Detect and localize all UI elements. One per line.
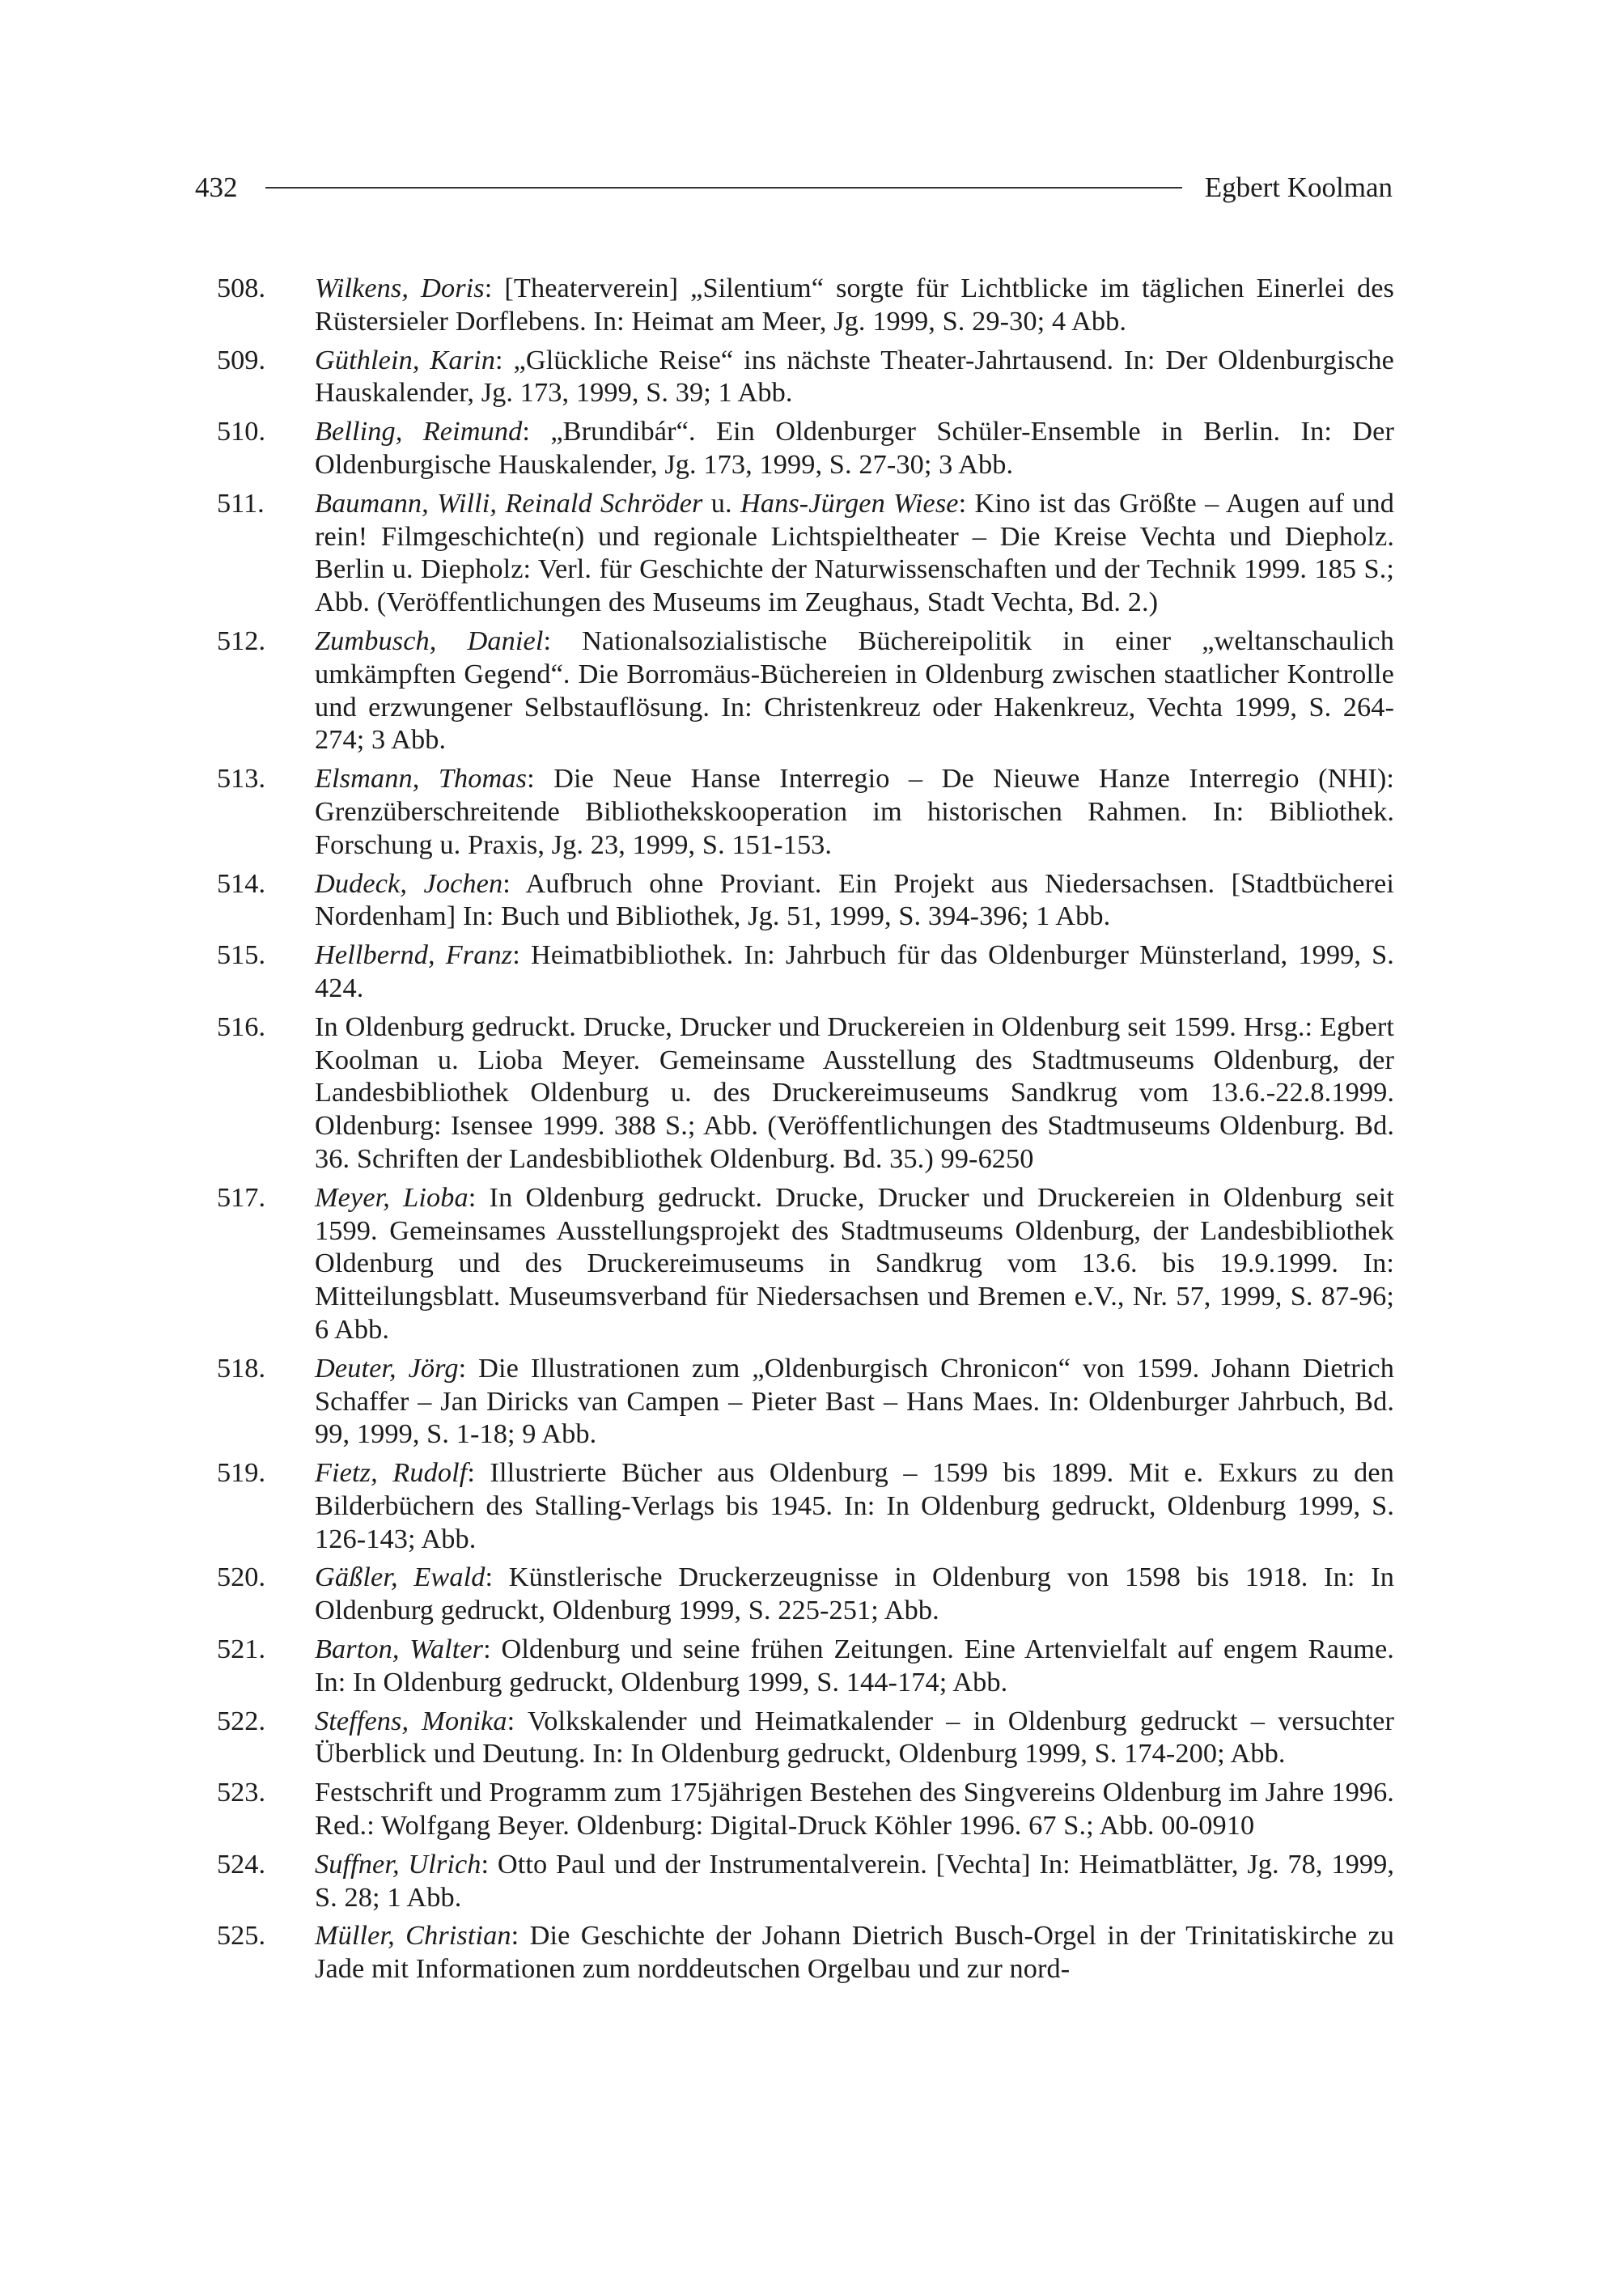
entry-text: Festschrift und Programm zum 175jährigen Bestehen des Singvereins Oldenburg im Jahre 1996. Red.: Wolfgang Beyer. Oldenburg: Digital-Druck Köhler 1996. 67 S.; Abb. 00-0910	[315, 1777, 1394, 1842]
bibliography-entry	[217, 867, 1394, 934]
entry-text: : Otto Paul und der Instrumentalverein. [Vechta] In: Heimatblätter, Jg. 78, 1999, S. 28; 1 Abb.	[315, 1848, 1394, 1913]
entry-text: : Die Neue Hanse Interregio – De Nieuwe Hanze Interregio (NHI): Grenzüberschreitende Bibliothekskooperation im historischen Rahmen. In: Bibliothek. Forschung u. Praxis, Jg. 23, 1999, S. 151-153.	[315, 763, 1395, 860]
entry-author: Müller, Christian	[315, 1920, 511, 1952]
entry-body	[315, 487, 1394, 619]
entry-number: 510.	[217, 416, 266, 447]
running-head-author: Egbert Koolman	[1204, 172, 1393, 203]
entry-number: 509.	[217, 344, 266, 375]
entry-author: Gäßler, Ewald	[315, 1562, 486, 1593]
bibliography-list	[217, 272, 1394, 1986]
bibliography-entry	[217, 762, 1394, 861]
running-head	[195, 163, 1393, 212]
entry-number: 511.	[217, 487, 265, 519]
entry-text: : Heimatbibliothek. In: Jahrbuch für das Oldenburger Münsterland, 1999, S. 424.	[315, 939, 1394, 1003]
entry-body	[315, 415, 1394, 481]
entry-body	[315, 762, 1394, 861]
entry-body	[315, 1352, 1394, 1451]
entry-number: 525.	[217, 1920, 266, 1952]
bibliography-entry	[217, 415, 1394, 481]
entry-number: 523.	[217, 1777, 266, 1808]
entry-body	[315, 939, 1394, 1005]
entry-author: Zumbusch, Daniel	[315, 625, 544, 656]
entry-number: 519.	[217, 1457, 266, 1489]
entry-author: Suffner, Ulrich	[315, 1848, 481, 1880]
entry-body	[315, 272, 1394, 338]
page-number: 432	[195, 172, 238, 203]
entry-number: 517.	[217, 1181, 266, 1213]
entry-text: : Kino ist das Größte – Augen auf und rein! Filmgeschichte(n) und regionale Lichtspieltheater – Die Kreise Vechta und Diepholz. Berlin u. Diepholz: Verl. für Geschichte der Naturwissenschaften und der Technik 1999. 185 S.; Abb. (Veröffentlichungen des Museums im Zeughaus, Stadt Vechta, Bd. 2.)	[315, 487, 1394, 618]
entry-text: : Volkskalender und Heimatkalender – in Oldenburg gedruckt – versuchter Überblick und Deutung. In: In Oldenburg gedruckt, Oldenburg 1999, S. 174-200; Abb.	[315, 1705, 1394, 1770]
bibliography-entry	[217, 939, 1394, 1005]
entry-author: Baumann, Willi, Reinald Schröder	[315, 487, 703, 519]
entry-text: : Aufbruch ohne Proviant. Ein Projekt aus Niedersachsen. [Stadtbücherei Nordenham] In: Buch und Bibliothek, Jg. 51, 1999, S. 394-396; 1 Abb.	[315, 867, 1394, 932]
entry-author: Meyer, Lioba	[315, 1181, 469, 1213]
bibliography-entry	[217, 1633, 1394, 1699]
bibliography-entry	[217, 1181, 1394, 1346]
entry-number: 515.	[217, 939, 266, 971]
entry-text: : [Theaterverein] „Silentium“ sorgte für Lichtblicke im täglichen Einerlei des Rüstersieler Dorflebens. In: Heimat am Meer, Jg. 1999, S. 29-30; 4 Abb.	[315, 273, 1394, 337]
entry-number: 520.	[217, 1562, 266, 1593]
entry-body	[315, 1919, 1394, 1986]
entry-body	[315, 625, 1394, 757]
entry-body	[315, 344, 1394, 410]
entry-body	[315, 1633, 1394, 1699]
entry-author: Wilkens, Doris	[315, 273, 485, 303]
entry-text: : Oldenburg und seine frühen Zeitungen. Eine Artenvielfalt auf engem Raume. In: In Oldenburg gedruckt, Oldenburg 1999, S. 144-174; Abb.	[315, 1634, 1394, 1697]
entry-body	[315, 1456, 1394, 1555]
bibliography-entry	[217, 487, 1394, 619]
entry-number: 513.	[217, 763, 266, 795]
entry-body	[315, 1561, 1394, 1627]
bibliography-entry	[217, 1776, 1394, 1842]
entry-author: Belling, Reimund	[315, 416, 523, 447]
entry-author: Steffens, Monika	[315, 1705, 507, 1736]
bibliography-entry	[217, 1848, 1394, 1914]
bibliography-entry	[217, 1011, 1394, 1176]
entry-number: 521.	[217, 1634, 266, 1665]
entry-number: 508.	[217, 273, 266, 303]
entry-text: : Künstlerische Druckerzeugnisse in Oldenburg von 1598 bis 1918. In: In Oldenburg gedruckt, Oldenburg 1999, S. 225-251; Abb.	[315, 1562, 1394, 1626]
entry-text: : „Brundibár“. Ein Oldenburger Schüler-Ensemble in Berlin. In: Der Oldenburgische Hauskalender, Jg. 173, 1999, S. 27-30; 3 Abb.	[315, 416, 1394, 480]
bibliography-entry	[217, 1456, 1394, 1555]
entry-text: : Nationalsozialistische Büchereipolitik in einer „weltanschaulich umkämpften Gegend“. Die Borromäus-Büchereien in Oldenburg zwischen staatlicher Kontrolle und erzwungener Selbstauflösung. In: Christenkreuz oder Hakenkreuz, Vechta 1999, S. 264-274; 3 Abb.	[315, 625, 1394, 756]
entry-body	[315, 1705, 1394, 1771]
entry-author-join: u.	[702, 487, 740, 519]
entry-text: : Die Geschichte der Johann Dietrich Busch-Orgel in der Trinitatiskirche zu Jade mit Informationen zum norddeutschen Orgelbau und zur nord-	[315, 1920, 1395, 1985]
entry-text: In Oldenburg gedruckt. Drucke, Drucker und Druckereien in Oldenburg seit 1599. Hrsg.: Egbert Koolman u. Lioba Meyer. Gemeinsame Ausstellung des Stadtmuseums Oldenburg, der Landesbibliothek Oldenburg u. des Druckereimuseums Sandkrug vom 13.6.-22.8.1999. Oldenburg: Isensee 1999. 388 S.; Abb. (Veröffentlichungen des Stadtmuseums Oldenburg. Bd. 36. Schriften der Landesbibliothek Oldenburg. Bd. 35.) 99-6250	[315, 1011, 1394, 1174]
entry-number: 514.	[217, 867, 266, 899]
entry-body	[315, 867, 1394, 934]
entry-number: 518.	[217, 1352, 266, 1384]
bibliography-entry	[217, 1561, 1394, 1627]
entry-body	[315, 1011, 1394, 1176]
entry-number: 522.	[217, 1705, 266, 1736]
entry-body	[315, 1848, 1394, 1914]
entry-number: 516.	[217, 1011, 266, 1042]
entry-author: Elsmann, Thomas	[315, 763, 528, 795]
entry-number: 524.	[217, 1848, 266, 1880]
entry-author: Dudeck, Jochen	[315, 867, 503, 899]
bibliography-entry	[217, 1705, 1394, 1771]
entry-text: : Illustrierte Bücher aus Oldenburg – 1599 bis 1899. Mit e. Exkurs zu den Bilderbüchern des Stalling-Verlags bis 1945. In: In Oldenburg gedruckt, Oldenburg 1999, S. 126-143; Abb.	[315, 1457, 1394, 1554]
header-rule	[265, 187, 1182, 189]
entry-number: 512.	[217, 625, 266, 656]
entry-author-second: Hans-Jürgen Wiese	[740, 487, 959, 519]
entry-author: Fietz, Rudolf	[315, 1457, 468, 1489]
entry-text: : „Glückliche Reise“ ins nächste Theater-Jahrtausend. In: Der Oldenburgische Hauskalender, Jg. 173, 1999, S. 39; 1 Abb.	[315, 344, 1394, 409]
bibliography-entry	[217, 1919, 1394, 1986]
entry-body	[315, 1181, 1394, 1346]
entry-author: Güthlein, Karin	[315, 344, 495, 375]
entry-author: Barton, Walter	[315, 1634, 484, 1665]
entry-author: Hellbernd, Franz	[315, 939, 513, 971]
entry-author: Deuter, Jörg	[315, 1352, 459, 1384]
bibliography-entry	[217, 344, 1394, 410]
bibliography-entry	[217, 1352, 1394, 1451]
entry-text: : Die Illustrationen zum „Oldenburgisch Chronicon“ von 1599. Johann Dietrich Schaffer – Jan Diricks van Campen – Pieter Bast – Hans Maes. In: Oldenburger Jahrbuch, Bd. 99, 1999, S. 1-18; 9 Abb.	[315, 1352, 1394, 1450]
bibliography-entry	[217, 625, 1394, 757]
bibliography-entry	[217, 272, 1394, 338]
entry-body	[315, 1776, 1394, 1842]
entry-text: : In Oldenburg gedruckt. Drucke, Drucker und Druckereien in Oldenburg seit 1599. Gemeinsames Ausstellungsprojekt des Stadtmuseums Oldenburg, der Landesbibliothek Oldenburg und des Druckereimuseums in Sandkrug vom 13.6. bis 19.9.1999. In: Mitteilungsblatt. Museumsverband für Niedersachsen und Bremen e.V., Nr. 57, 1999, S. 87-96; 6 Abb.	[315, 1181, 1395, 1345]
